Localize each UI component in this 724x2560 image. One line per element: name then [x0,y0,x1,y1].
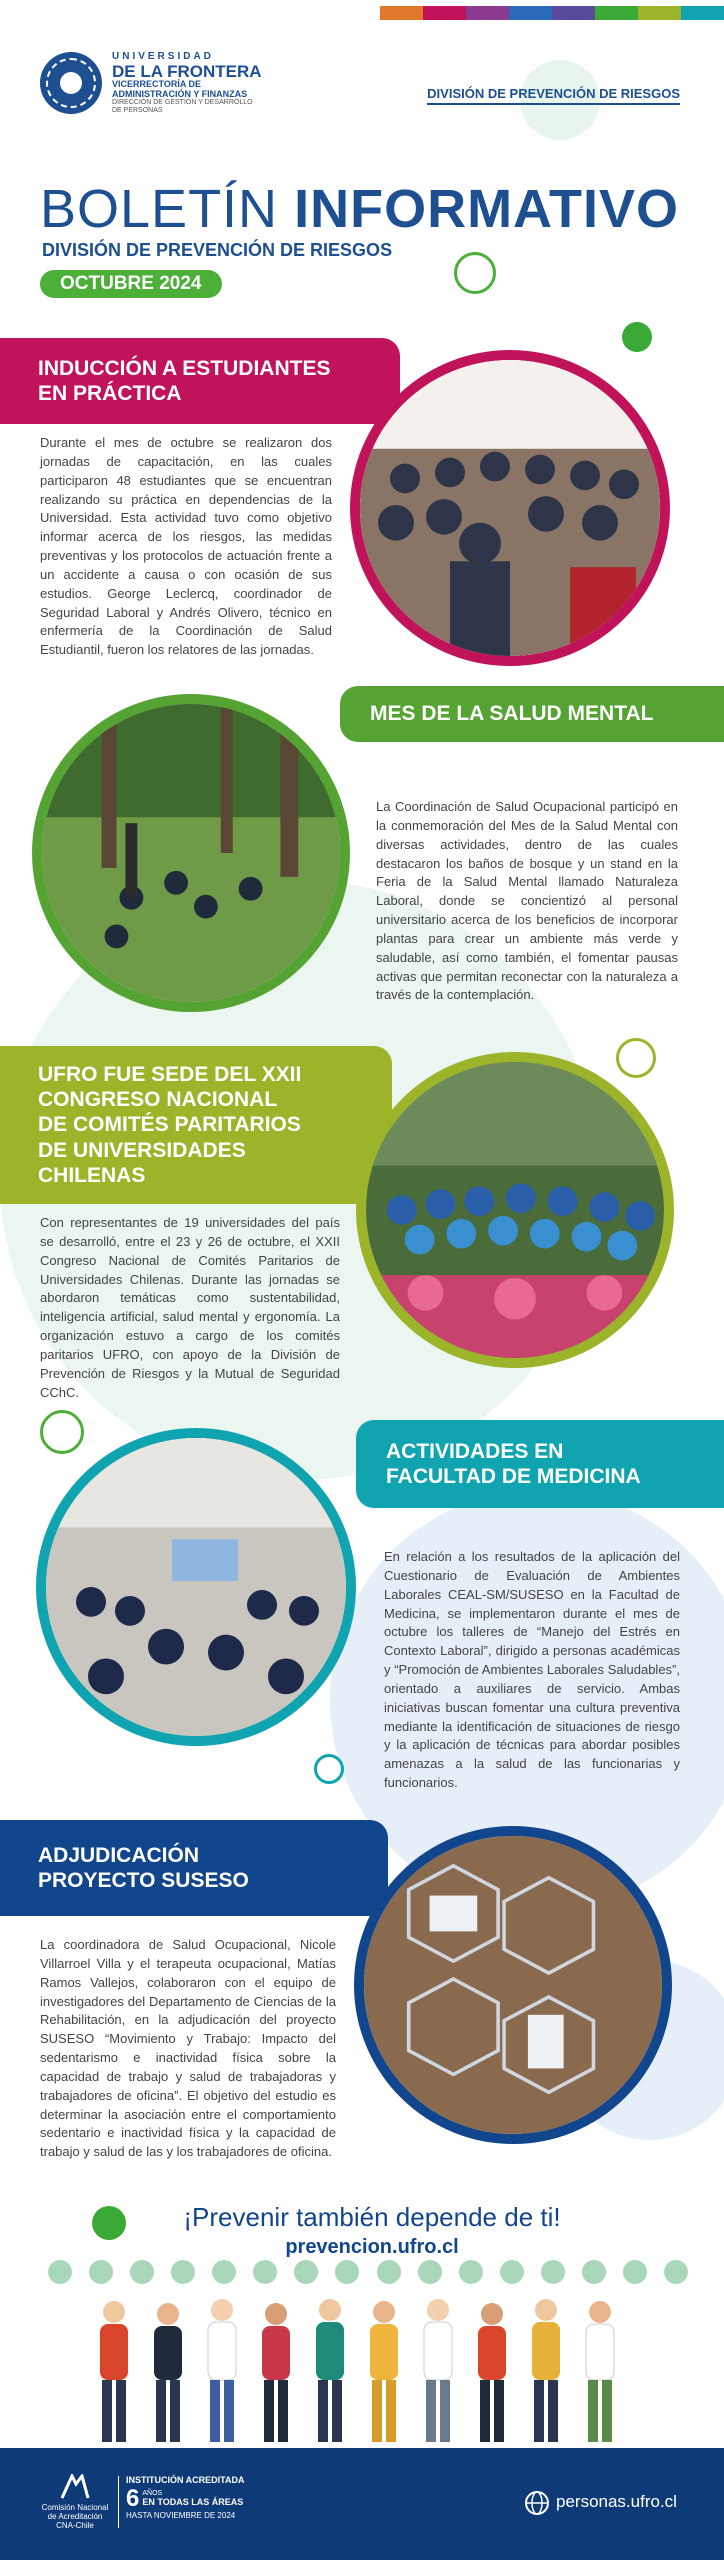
closing-url[interactable]: prevencion.ufro.cl [285,2236,459,2258]
header-division: DIVISIÓN DE PREVENCIÓN DE RIESGOS [427,86,680,105]
section-5-header [0,1820,388,1916]
deco-ring [314,1754,344,1784]
section-4-body: En relación a los resultados de la aplicación del Cuestionario de Evaluación de Ambientes Laborales CEAL-SM/SUSESO en la Facultad de Medicina, se implementaron durante el mes de octubre los talleres de “Manejo del Estrés en Contexto Laboral”, dirigido a personas académicas y “Promoción de Ambientes Laborales Saludables”, orientado a auxiliares de servicio. Ambas iniciativas buscan fomentar una cultura preventiva mediante la identificación de situaciones de riesgo y la aplicación de técnicas para abordar posibles amenazas a la salud de las funcionarias y funcionarios. [384,1549,680,1791]
section-4-photo [36,1428,356,1746]
section-4-title: FACULTAD DE MEDICINA [386,1465,641,1488]
accreditation-title: INSTITUCIÓN ACREDITADA [126,2475,245,2485]
section-3-photo [356,1052,674,1368]
footer [0,2448,724,2560]
deco-dot [622,322,652,352]
cna-line: Comisión Nacional [41,2503,109,2512]
logo-line: UNIVERSIDAD [112,51,214,63]
dot-row [48,2260,688,2284]
month-badge: OCTUBRE 2024 [40,270,222,298]
bulletin-subtitle: DIVISIÓN DE PREVENCIÓN DE RIESGOS [42,240,393,260]
section-2-header [340,686,724,742]
footer-divider [118,2476,119,2528]
section-3-title: CHILENAS [38,1163,146,1187]
university-logo [40,52,262,114]
section-3-title: CONGRESO NACIONAL [38,1088,278,1112]
accreditation-years: 6 [126,2484,140,2512]
section-1-photo [350,350,670,666]
deco-ring [616,1038,656,1078]
section-5-body: La coordinadora de Salud Ocupacional, Nicole Villarroel Villa y el terapeuta ocupacional, Matías Ramos Vallejos, colaboraron con el equipo de investigadores del Departamento de Ciencias de la Rehabilitación, en la adjudicación del proyecto SUSESO “Movimiento y Trabajo: Impacto del sedentarismo e inactividad física sobre la capacidad de trabajo y salud de trabajadoras y trabajadores de oficina”. El objetivo del estudio es determinar la asociación entre el comportamiento sedentario e inactividad física y la capacidad de trabajo y salud de las y los trabajadores de oficina. [40,1937,336,2160]
section-1-title: EN PRÁCTICA [38,382,182,405]
section-3-body: Con representantes de 19 universidades del país se desarrolló, entre el 23 y 26 de octubre, el XXII Congreso Nacional de Comités Paritarios de Universidades Chilenas. Durante las jornadas se abordaron temáticas como sustentabilidad, inteligencia artificial, salud mental y ergonomía. La organización estuvo a cargo de los comités paritarios UFRO, con apoyo de la División de Prevención de Riesgos y la Mutual de Seguridad CChC. [40,1215,340,1400]
section-2-body: La Coordinación de Salud Ocupacional participó en la conmemoración del Mes de la Salud Mental con diversas actividades, dentro de las cuales destacaron los baños de bosque y un stand en la Feria de la Salud Mental llamado Naturaleza Laboral, donde se concientizó al personal universitario acerca de los beneficios de incorporar plantas para crear un ambiente más verde y saludable, así como también, el fomentar pausas activas que permitan reconectar con la naturaleza a través de la contemplación. [376,799,678,1003]
logo-line: DE PERSONAS [112,106,163,114]
section-3-title: DE COMITÉS PARITARIOS [38,1113,301,1137]
section-5-title: PROYECTO SUSESO [38,1869,249,1892]
university-seal-icon [40,52,102,114]
section-3-title: UFRO FUE SEDE DEL XXII [38,1063,302,1087]
accreditation-areas: EN TODAS LAS ÁREAS [142,2496,244,2507]
section-2-title: MES DE LA SALUD MENTAL [370,702,654,726]
section-3-header [0,1046,392,1204]
section-4-title: ACTIVIDADES EN [386,1439,564,1463]
closing-slogan: ¡Prevenir también depende de ti! [183,2202,561,2232]
accreditation-until: HASTA NOVIEMBRE DE 2024 [126,2511,236,2521]
logo-line: VICERRECTORÍA DE [112,79,202,90]
section-1-title: INDUCCIÓN A ESTUDIANTES [38,356,331,380]
cna-line: de Acreditación [47,2511,103,2521]
bulletin-title-light: BOLETÍN [40,179,279,239]
globe-icon [524,2490,550,2516]
section-3-title: DE UNIVERSIDADES [38,1138,246,1162]
footer-site-link[interactable]: personas.ufro.cl [556,2492,677,2511]
section-1-header [0,338,400,424]
bulletin-title [40,178,679,240]
cna-logo-icon [60,2474,90,2500]
section-4-header [356,1420,724,1508]
bulletin-title-bold: INFORMATIVO [294,179,680,239]
logo-line: ADMINISTRACIÓN Y FINANZAS [112,88,248,99]
section-2-photo [32,694,350,1012]
section-5-photo [354,1826,672,2144]
accreditation-years-label: AÑOS [142,2490,163,2498]
section-5-title: ADJUDICACIÓN [38,1843,200,1867]
logo-line: DE LA FRONTERA [112,61,262,81]
section-1-body: Durante el mes de octubre se realizaron dos jornadas de capacitación, en las cuales participaron 48 estudiantes que se encuentran realizando su práctica en dependencias de la Universidad. Esta actividad tuvo como objetivo informar acerca de los riesgos, las medidas preventivas y los protocolos de actuación frente a un accidente a causa o con ocasión de sus estudios. George Leclercq, coordinador de Seguridad Laboral y Andrés Olivero, técnico en enfermería de la Coordinación de Salud Estudiantil, fueron los relatores de las jornadas. [40,435,332,658]
color-strip [380,6,724,20]
people-illustration [84,2290,644,2450]
deco-ring [40,1410,84,1454]
logo-line: DIRECCIÓN DE GESTIÓN Y DESARROLLO [112,99,253,107]
deco-ring [454,252,496,294]
cna-line: CNA-Chile [56,2520,94,2530]
